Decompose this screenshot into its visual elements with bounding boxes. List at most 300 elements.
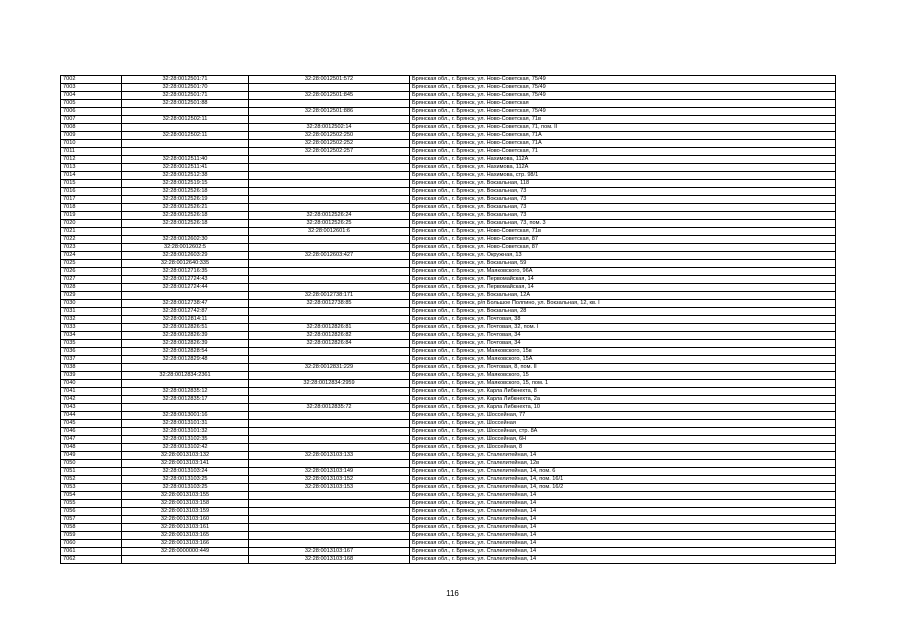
- table-row: [61, 276, 836, 284]
- table-row: [61, 492, 836, 500]
- row-number-cell: 7022: [61, 236, 122, 244]
- row-number-cell: 7028: [61, 284, 122, 292]
- row-number-cell: 7023: [61, 244, 122, 252]
- table-row: [61, 532, 836, 540]
- address-cell: Брянская обл., г. Брянск, ул. Первомайская, 14: [410, 276, 836, 284]
- address-cell: Брянская обл., г. Брянск, ул. Почтовая, 34: [410, 340, 836, 348]
- row-number-cell: 7006: [61, 108, 122, 116]
- row-number-cell: 7034: [61, 332, 122, 340]
- address-cell: Брянская обл., г. Брянск, ул. Вокзальная, 73: [410, 212, 836, 220]
- object-number-cell: [249, 492, 410, 500]
- address-cell: Брянская обл., г. Брянск, ул. Сталелитейная, 14: [410, 540, 836, 548]
- row-number-cell: 7062: [61, 556, 122, 564]
- object-number-cell: 32:28:0012501:886: [249, 108, 410, 116]
- row-number-cell: 7045: [61, 420, 122, 428]
- table-row: [61, 172, 836, 180]
- cadastral-number-cell: [122, 140, 249, 148]
- cadastral-number-cell: 32:28:0012826:39: [122, 332, 249, 340]
- cadastral-number-cell: 32:28:0012512:38: [122, 172, 249, 180]
- address-cell: Брянская обл., г. Брянск, ул. Карла Либкнехта, 10: [410, 404, 836, 412]
- cadastral-number-cell: 32:28:0013001:16: [122, 412, 249, 420]
- cadastral-number-cell: [122, 228, 249, 236]
- row-number-cell: 7052: [61, 476, 122, 484]
- row-number-cell: 7003: [61, 84, 122, 92]
- object-number-cell: [249, 540, 410, 548]
- row-number-cell: 7025: [61, 260, 122, 268]
- table-row: [61, 332, 836, 340]
- address-cell: Брянская обл., г. Брянск, ул. Вокзальная, 28: [410, 308, 836, 316]
- address-cell: Брянская обл., г. Брянск, ул. Вокзальная, 73: [410, 196, 836, 204]
- address-cell: Брянская обл., г. Брянск, ул. Вокзальная, 73: [410, 188, 836, 196]
- row-number-cell: 7042: [61, 396, 122, 404]
- table-row: [61, 420, 836, 428]
- address-cell: Брянская обл., г. Брянск, ул. Первомайская, 14: [410, 284, 836, 292]
- table-row: [61, 524, 836, 532]
- cadastral-number-cell: 32:28:0013103:141: [122, 460, 249, 468]
- cadastral-number-cell: 32:28:0012511:41: [122, 164, 249, 172]
- row-number-cell: 7044: [61, 412, 122, 420]
- cadastral-number-cell: 32:28:0013103:166: [122, 540, 249, 548]
- object-number-cell: [249, 236, 410, 244]
- address-cell: Брянская обл., г. Брянск, ул. Маяковского, 15, пом. 1: [410, 380, 836, 388]
- table-row: [61, 252, 836, 260]
- object-number-cell: [249, 156, 410, 164]
- address-cell: Брянская обл., г. Брянск, ул. Сталелитейная, 14: [410, 516, 836, 524]
- object-number-cell: [249, 500, 410, 508]
- address-cell: Брянская обл., г. Брянск, ул. Шоссейная: [410, 420, 836, 428]
- cadastral-number-cell: [122, 404, 249, 412]
- cadastral-number-cell: 32:28:0012501:88: [122, 100, 249, 108]
- address-cell: Брянская обл., г. Брянск, р/п Большое Полпино, ул. Вокзальная, 12, кв. I: [410, 300, 836, 308]
- object-number-cell: 32:28:0013103:168: [249, 556, 410, 564]
- cadastral-number-cell: 32:28:0012603:29: [122, 252, 249, 260]
- cadastral-number-cell: 32:28:0012602:30: [122, 236, 249, 244]
- table-row: [61, 372, 836, 380]
- object-number-cell: [249, 276, 410, 284]
- cadastral-number-cell: 32:28:0012501:71: [122, 92, 249, 100]
- table-row: [61, 236, 836, 244]
- cadastral-number-cell: 32:28:0013103:158: [122, 500, 249, 508]
- object-number-cell: 32:28:0012834:2959: [249, 380, 410, 388]
- object-number-cell: 32:28:0012526:25: [249, 220, 410, 228]
- row-number-cell: 7049: [61, 452, 122, 460]
- cadastral-number-cell: 32:28:0012724:44: [122, 284, 249, 292]
- cadastral-number-cell: 32:28:0012835:17: [122, 396, 249, 404]
- row-number-cell: 7027: [61, 276, 122, 284]
- address-cell: Брянская обл., г. Брянск, ул. Сталелитейная, 14: [410, 500, 836, 508]
- table-row: [61, 164, 836, 172]
- object-number-cell: [249, 172, 410, 180]
- cadastral-number-cell: 32:28:0012724:43: [122, 276, 249, 284]
- table-row: [61, 396, 836, 404]
- table-row: [61, 132, 836, 140]
- table-row: [61, 180, 836, 188]
- cadastral-number-cell: 32:28:0012519:15: [122, 180, 249, 188]
- object-number-cell: [249, 532, 410, 540]
- address-cell: Брянская обл., г. Брянск, ул. Сталелитейная, 14: [410, 492, 836, 500]
- object-number-cell: 32:28:0012502:14: [249, 124, 410, 132]
- table-row: [61, 484, 836, 492]
- object-number-cell: [249, 316, 410, 324]
- row-number-cell: 7012: [61, 156, 122, 164]
- address-cell: Брянская обл., г. Брянск, ул. Ново-Советская, 75/49: [410, 92, 836, 100]
- object-number-cell: 32:28:0012526:24: [249, 212, 410, 220]
- cadastral-number-cell: 32:28:0013103:161: [122, 524, 249, 532]
- object-number-cell: 32:28:0012603:427: [249, 252, 410, 260]
- row-number-cell: 7017: [61, 196, 122, 204]
- row-number-cell: 7031: [61, 308, 122, 316]
- object-number-cell: 32:28:0012826:82: [249, 332, 410, 340]
- object-number-cell: 32:28:0012501:845: [249, 92, 410, 100]
- cadastral-number-cell: 32:28:0012828:54: [122, 348, 249, 356]
- table-row: [61, 460, 836, 468]
- table-row: [61, 156, 836, 164]
- table-row: [61, 220, 836, 228]
- object-number-cell: [249, 284, 410, 292]
- object-number-cell: [249, 356, 410, 364]
- cadastral-number-cell: 32:28:0013103:165: [122, 532, 249, 540]
- row-number-cell: 7018: [61, 204, 122, 212]
- object-number-cell: 32:28:0013103:153: [249, 484, 410, 492]
- table-row: [61, 92, 836, 100]
- address-cell: Брянская обл., г. Брянск, ул. Сталелитейная, 14: [410, 548, 836, 556]
- address-cell: Брянская обл., г. Брянск, ул. Маяковского, 15: [410, 372, 836, 380]
- table-row: [61, 228, 836, 236]
- row-number-cell: 7019: [61, 212, 122, 220]
- row-number-cell: 7020: [61, 220, 122, 228]
- row-number-cell: 7002: [61, 76, 122, 84]
- row-number-cell: 7035: [61, 340, 122, 348]
- cadastral-number-cell: 32:28:0012526:18: [122, 212, 249, 220]
- object-number-cell: [249, 188, 410, 196]
- address-cell: Брянская обл., г. Брянск, ул. Сталелитейная, 14, пом. 6: [410, 468, 836, 476]
- table-row: [61, 212, 836, 220]
- row-number-cell: 7041: [61, 388, 122, 396]
- table-row: [61, 140, 836, 148]
- row-number-cell: 7061: [61, 548, 122, 556]
- table-row: [61, 76, 836, 84]
- row-number-cell: 7040: [61, 380, 122, 388]
- cadastral-number-cell: 32:28:0012716:35: [122, 268, 249, 276]
- object-number-cell: [249, 164, 410, 172]
- cadastral-number-cell: 32:28:0000000:449: [122, 548, 249, 556]
- table-row: [61, 116, 836, 124]
- cadastral-number-cell: 32:28:0013103:25: [122, 476, 249, 484]
- address-cell: Брянская обл., г. Брянск, ул. Ново-Советская, 71, пом. II: [410, 124, 836, 132]
- cadastral-number-cell: [122, 124, 249, 132]
- table-row: [61, 380, 836, 388]
- table-row: [61, 324, 836, 332]
- address-cell: Брянская обл., г. Брянск, ул. Шоссейная, 77: [410, 412, 836, 420]
- table-row: [61, 356, 836, 364]
- cadastral-number-cell: [122, 556, 249, 564]
- cadastral-number-cell: 32:28:0012502:11: [122, 132, 249, 140]
- table-row: [61, 204, 836, 212]
- cadastral-number-cell: 32:28:0013102:35: [122, 436, 249, 444]
- row-number-cell: 7058: [61, 524, 122, 532]
- object-number-cell: 32:28:0012502:252: [249, 140, 410, 148]
- address-cell: Брянская обл., г. Брянск, ул. Ново-Советская, 71А: [410, 140, 836, 148]
- table-row: [61, 500, 836, 508]
- row-number-cell: 7030: [61, 300, 122, 308]
- cadastral-number-cell: [122, 108, 249, 116]
- cadastral-number-cell: 32:28:0013103:132: [122, 452, 249, 460]
- object-number-cell: [249, 396, 410, 404]
- row-number-cell: 7050: [61, 460, 122, 468]
- address-cell: Брянская обл., г. Брянск, ул. Сталелитейная, 14, пом. 16/2: [410, 484, 836, 492]
- table-row: [61, 412, 836, 420]
- address-cell: Брянская обл., г. Брянск, ул. Нахимова, стр. 98/1: [410, 172, 836, 180]
- object-number-cell: [249, 436, 410, 444]
- table-row: [61, 268, 836, 276]
- object-number-cell: [249, 372, 410, 380]
- cadastral-number-cell: 32:28:0012829:48: [122, 356, 249, 364]
- cadastral-number-cell: 32:28:0013103:155: [122, 492, 249, 500]
- address-cell: Брянская обл., г. Брянск, ул. Карла Либкнехта, 8: [410, 388, 836, 396]
- table-row: [61, 436, 836, 444]
- table-row: [61, 300, 836, 308]
- row-number-cell: 7046: [61, 428, 122, 436]
- row-number-cell: 7043: [61, 404, 122, 412]
- address-cell: Брянская обл., г. Брянск, ул. Сталелитейная, 12в: [410, 460, 836, 468]
- address-cell: Брянская обл., г. Брянск, ул. Ново-Советская, 87: [410, 244, 836, 252]
- row-number-cell: 7037: [61, 356, 122, 364]
- table-row: [61, 316, 836, 324]
- table-row: [61, 388, 836, 396]
- table-row: [61, 516, 836, 524]
- row-number-cell: 7015: [61, 180, 122, 188]
- address-cell: Брянская обл., г. Брянск, ул. Маяковского, 15в: [410, 348, 836, 356]
- cadastral-number-cell: 32:28:0012602:5: [122, 244, 249, 252]
- table-row: [61, 244, 836, 252]
- object-number-cell: [249, 444, 410, 452]
- row-number-cell: 7047: [61, 436, 122, 444]
- cadastral-number-cell: 32:28:0012501:70: [122, 84, 249, 92]
- address-cell: Брянская обл., г. Брянск, ул. Вокзальная, 73: [410, 204, 836, 212]
- table-row: [61, 260, 836, 268]
- object-number-cell: 32:28:0012601:6: [249, 228, 410, 236]
- table-row: [61, 148, 836, 156]
- table-row: [61, 108, 836, 116]
- object-number-cell: 32:28:0012501:572: [249, 76, 410, 84]
- cadastral-number-cell: 32:28:0012502:11: [122, 116, 249, 124]
- table-row: [61, 348, 836, 356]
- object-number-cell: [249, 268, 410, 276]
- row-number-cell: 7048: [61, 444, 122, 452]
- row-number-cell: 7057: [61, 516, 122, 524]
- object-number-cell: [249, 508, 410, 516]
- cadastral-number-cell: 32:28:0013103:24: [122, 468, 249, 476]
- address-cell: Брянская обл., г. Брянск, ул. Шоссейная, стр. 8А: [410, 428, 836, 436]
- table-row: [61, 556, 836, 564]
- object-number-cell: [249, 420, 410, 428]
- address-cell: Брянская обл., г. Брянск, ул. Шоссейная, 6Н: [410, 436, 836, 444]
- address-cell: Брянская обл., г. Брянск, ул. Почтовая, 34: [410, 332, 836, 340]
- address-cell: Брянская обл., г. Брянск, ул. Нахимова, 112А: [410, 156, 836, 164]
- address-cell: Брянская обл., г. Брянск, ул. Ново-Советская, 71в: [410, 228, 836, 236]
- row-number-cell: 7038: [61, 364, 122, 372]
- object-number-cell: 32:28:0013103:152: [249, 476, 410, 484]
- row-number-cell: 7013: [61, 164, 122, 172]
- row-number-cell: 7036: [61, 348, 122, 356]
- cadastral-number-cell: 32:28:0012834:2361: [122, 372, 249, 380]
- object-number-cell: [249, 308, 410, 316]
- cadastral-number-cell: [122, 380, 249, 388]
- object-number-cell: [249, 204, 410, 212]
- table-row: [61, 196, 836, 204]
- object-number-cell: [249, 116, 410, 124]
- address-cell: Брянская обл., г. Брянск, ул. Сталелитейная, 14: [410, 532, 836, 540]
- object-number-cell: 32:28:0012738:85: [249, 300, 410, 308]
- address-cell: Брянская обл., г. Брянск, ул. Шоссейная, 8: [410, 444, 836, 452]
- cadastral-number-cell: 32:28:0013103:160: [122, 516, 249, 524]
- cadastral-number-cell: 32:28:0012835:12: [122, 388, 249, 396]
- row-number-cell: 7056: [61, 508, 122, 516]
- table-row: [61, 292, 836, 300]
- row-number-cell: 7053: [61, 484, 122, 492]
- row-number-cell: 7054: [61, 492, 122, 500]
- address-cell: Брянская обл., г. Брянск, ул. Ново-Советская, 71А: [410, 132, 836, 140]
- object-number-cell: 32:28:0012826:81: [249, 324, 410, 332]
- address-cell: Брянская обл., г. Брянск, ул. Карла Либкнехта, 2а: [410, 396, 836, 404]
- address-cell: Брянская обл., г. Брянск, ул. Вокзальная, 59: [410, 260, 836, 268]
- cadastral-number-cell: 32:28:0013101:31: [122, 420, 249, 428]
- address-cell: Брянская обл., г. Брянск, ул. Маяковского, 15А: [410, 356, 836, 364]
- cadastral-number-cell: 32:28:0013103:159: [122, 508, 249, 516]
- object-number-cell: [249, 100, 410, 108]
- object-number-cell: 32:28:0013103:149: [249, 468, 410, 476]
- table-row: [61, 444, 836, 452]
- row-number-cell: 7039: [61, 372, 122, 380]
- table-row: [61, 308, 836, 316]
- cadastral-number-cell: [122, 292, 249, 300]
- cadastral-number-cell: 32:28:0013103:25: [122, 484, 249, 492]
- table-row: [61, 548, 836, 556]
- table-row: [61, 284, 836, 292]
- cadastral-number-cell: 32:28:0012526:21: [122, 204, 249, 212]
- register-table: [60, 75, 836, 564]
- cadastral-number-cell: 32:28:0012526:18: [122, 220, 249, 228]
- cadastral-number-cell: [122, 148, 249, 156]
- table-row: [61, 364, 836, 372]
- address-cell: Брянская обл., г. Брянск, ул. Ново-Советская, 75/49: [410, 108, 836, 116]
- row-number-cell: 7055: [61, 500, 122, 508]
- table-row: [61, 508, 836, 516]
- address-cell: Брянская обл., г. Брянск, ул. Ново-Советская, 75/49: [410, 84, 836, 92]
- table-row: [61, 476, 836, 484]
- table-row: [61, 404, 836, 412]
- object-number-cell: [249, 516, 410, 524]
- row-number-cell: 7010: [61, 140, 122, 148]
- address-cell: Брянская обл., г. Брянск, ул. Нахимова, 112А: [410, 164, 836, 172]
- row-number-cell: 7033: [61, 324, 122, 332]
- row-number-cell: 7004: [61, 92, 122, 100]
- address-cell: Брянская обл., г. Брянск, ул. Сталелитейная, 14: [410, 524, 836, 532]
- cadastral-number-cell: 32:28:0012738:47: [122, 300, 249, 308]
- address-cell: Брянская обл., г. Брянск, ул. Вокзальная, 73, пом. 3: [410, 220, 836, 228]
- cadastral-number-cell: 32:28:0012826:51: [122, 324, 249, 332]
- address-cell: Брянская обл., г. Брянск, ул. Окружная, 13: [410, 252, 836, 260]
- page-number: 116: [446, 589, 459, 598]
- object-number-cell: 32:28:0012835:72: [249, 404, 410, 412]
- cadastral-number-cell: 32:28:0012501:71: [122, 76, 249, 84]
- row-number-cell: 7059: [61, 532, 122, 540]
- address-cell: Брянская обл., г. Брянск, ул. Сталелитейная, 14: [410, 452, 836, 460]
- row-number-cell: 7032: [61, 316, 122, 324]
- row-number-cell: 7007: [61, 116, 122, 124]
- object-number-cell: [249, 84, 410, 92]
- row-number-cell: 7016: [61, 188, 122, 196]
- cadastral-number-cell: 32:28:0012640:335: [122, 260, 249, 268]
- object-number-cell: 32:28:0013103:167: [249, 548, 410, 556]
- row-number-cell: 7029: [61, 292, 122, 300]
- object-number-cell: [249, 196, 410, 204]
- address-cell: Брянская обл., г. Брянск, ул. Ново-Советская, 71в: [410, 116, 836, 124]
- address-cell: Брянская обл., г. Брянск, ул. Почтовая, 38: [410, 316, 836, 324]
- address-cell: Брянская обл., г. Брянск, ул. Маяковского, 96А: [410, 268, 836, 276]
- object-number-cell: [249, 388, 410, 396]
- table-row: [61, 540, 836, 548]
- address-cell: Брянская обл., г. Брянск, ул. Сталелитейная, 14, пом. 16/1: [410, 476, 836, 484]
- address-cell: Брянская обл., г. Брянск, ул. Почтовая, 8, пом. II: [410, 364, 836, 372]
- cadastral-number-cell: 32:28:0012526:19: [122, 196, 249, 204]
- object-number-cell: [249, 244, 410, 252]
- object-number-cell: 32:28:0012502:250: [249, 132, 410, 140]
- table-row: [61, 84, 836, 92]
- object-number-cell: [249, 460, 410, 468]
- table-row: [61, 100, 836, 108]
- table-row: [61, 188, 836, 196]
- cadastral-number-cell: [122, 364, 249, 372]
- object-number-cell: [249, 260, 410, 268]
- object-number-cell: 32:28:0012502:257: [249, 148, 410, 156]
- object-number-cell: 32:28:0013103:133: [249, 452, 410, 460]
- cadastral-number-cell: 32:28:0012511:40: [122, 156, 249, 164]
- cadastral-number-cell: 32:28:0012814:11: [122, 316, 249, 324]
- object-number-cell: 32:28:0012738:171: [249, 292, 410, 300]
- address-cell: Брянская обл., г. Брянск, ул. Почтовая, 32, пом. I: [410, 324, 836, 332]
- row-number-cell: 7060: [61, 540, 122, 548]
- object-number-cell: 32:28:0012826:84: [249, 340, 410, 348]
- address-cell: Брянская обл., г. Брянск, ул. Вокзальная, 12А: [410, 292, 836, 300]
- row-number-cell: 7021: [61, 228, 122, 236]
- row-number-cell: 7051: [61, 468, 122, 476]
- object-number-cell: [249, 412, 410, 420]
- row-number-cell: 7024: [61, 252, 122, 260]
- address-cell: Брянская обл., г. Брянск, ул. Ново-Советская, 75/49: [410, 76, 836, 84]
- cadastral-number-cell: 32:28:0012526:18: [122, 188, 249, 196]
- object-number-cell: [249, 180, 410, 188]
- object-number-cell: 32:28:0012831:229: [249, 364, 410, 372]
- object-number-cell: [249, 428, 410, 436]
- cadastral-number-cell: 32:28:0013101:32: [122, 428, 249, 436]
- register-table-body: [61, 76, 836, 564]
- cadastral-number-cell: 32:28:0013102:42: [122, 444, 249, 452]
- cadastral-number-cell: 32:28:0012826:39: [122, 340, 249, 348]
- address-cell: Брянская обл., г. Брянск, ул. Сталелитейная, 14: [410, 556, 836, 564]
- address-cell: Брянская обл., г. Брянск, ул. Ново-Советская, 87: [410, 236, 836, 244]
- table-row: [61, 452, 836, 460]
- row-number-cell: 7009: [61, 132, 122, 140]
- row-number-cell: 7011: [61, 148, 122, 156]
- table-row: [61, 468, 836, 476]
- row-number-cell: 7008: [61, 124, 122, 132]
- table-row: [61, 124, 836, 132]
- row-number-cell: 7026: [61, 268, 122, 276]
- address-cell: Брянская обл., г. Брянск, ул. Ново-Советская, 71: [410, 148, 836, 156]
- address-cell: Брянская обл., г. Брянск, ул. Сталелитейная, 14: [410, 508, 836, 516]
- cadastral-number-cell: 32:28:0012742:87: [122, 308, 249, 316]
